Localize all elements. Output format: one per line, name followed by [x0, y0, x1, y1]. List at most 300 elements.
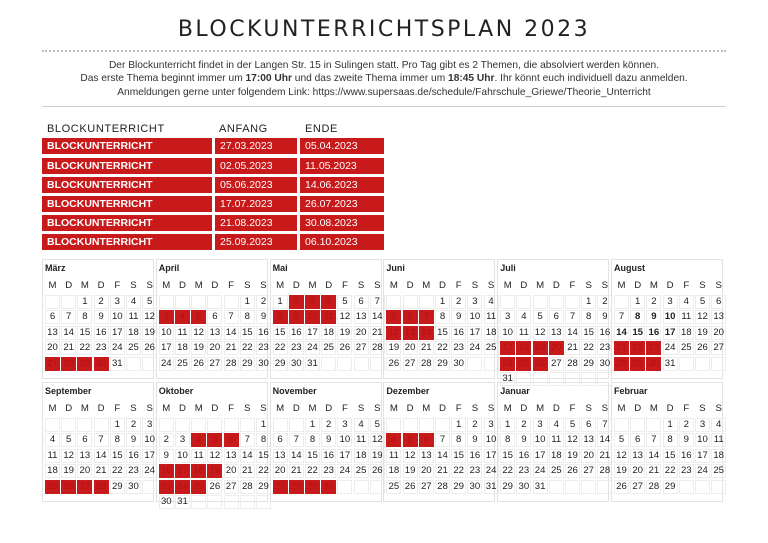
calendar-day: 17 — [110, 326, 125, 340]
weekday-label: M — [194, 403, 203, 414]
calendar-day: 24 — [500, 357, 515, 371]
weekday-label: F — [455, 280, 462, 291]
calendar-day: 31 — [110, 357, 125, 371]
calendar-empty-cell — [533, 295, 548, 309]
calendar-day: 24 — [305, 341, 320, 355]
calendar-day: 6 — [711, 295, 726, 309]
calendar-day: 26 — [61, 480, 76, 494]
calendar-day: 17 — [142, 449, 157, 463]
calendar-day: 10 — [484, 433, 499, 447]
calendar-day: 22 — [273, 341, 288, 355]
calendar-day: 8 — [581, 310, 596, 324]
calendar-day: 19 — [337, 326, 352, 340]
calendar-day: 4 — [386, 433, 401, 447]
weekday-label: D — [439, 403, 446, 414]
calendar-day: 29 — [273, 357, 288, 371]
calendar-day: 8 — [240, 310, 255, 324]
calendar-day: 19 — [403, 464, 418, 478]
calendar-day: 26 — [403, 480, 418, 494]
calendar-day: 11 — [711, 433, 726, 447]
calendar-day: 12 — [142, 310, 157, 324]
calendar-day: 15 — [240, 326, 255, 340]
weekday-label: D — [552, 403, 560, 414]
calendar-day: 2 — [256, 295, 271, 309]
calendar-day: 29 — [110, 480, 125, 494]
calendar-day: 7 — [289, 433, 304, 447]
calendar-empty-cell — [695, 480, 710, 494]
calendar-day: 21 — [646, 464, 661, 478]
calendar-day: 10 — [110, 310, 125, 324]
calendar-day: 11 — [679, 310, 694, 324]
block-name: BLOCKUNTERRICHT — [42, 234, 212, 250]
calendar-day: 11 — [549, 433, 564, 447]
calendar-day: 10 — [533, 433, 548, 447]
block-name: BLOCKUNTERRICHT — [42, 158, 212, 174]
month-name: Dezember — [386, 386, 430, 396]
calendar-day: 28 — [435, 480, 450, 494]
calendar-empty-cell — [77, 418, 92, 432]
calendar-day: 5 — [386, 310, 401, 324]
calendar-day: 17 — [500, 341, 515, 355]
calendar-day: 23 — [126, 464, 141, 478]
info-text — [42, 59, 726, 99]
calendar-day: 12 — [403, 449, 418, 463]
calendar-day: 12 — [565, 433, 580, 447]
calendar-day: 14 — [419, 326, 434, 340]
weekday-label: D — [65, 403, 73, 414]
weekday-label: D — [634, 280, 642, 291]
calendar-day: 17 — [159, 341, 174, 355]
calendar-empty-cell — [403, 418, 418, 432]
calendar-empty-cell — [711, 480, 726, 494]
calendar-day: 1 — [273, 295, 288, 309]
calendar-day: 18 — [45, 464, 60, 478]
weekday-label: S — [699, 403, 706, 414]
calendar-day: 25 — [321, 341, 336, 355]
calendar-day: 4 — [516, 310, 531, 324]
calendar-day: 8 — [273, 310, 288, 324]
calendar-day: 9 — [467, 433, 482, 447]
calendar-day: 10 — [467, 310, 482, 324]
block-start: 05.06.2023 — [215, 177, 297, 193]
month-calendar — [270, 382, 382, 502]
calendar-empty-cell — [646, 418, 661, 432]
calendar-day: 21 — [565, 341, 580, 355]
calendar-day: 6 — [581, 418, 596, 432]
calendar-empty-cell — [289, 418, 304, 432]
calendar-day: 8 — [435, 310, 450, 324]
second-theme-time: 18:45 Uhr — [448, 73, 495, 85]
calendar-day: 18 — [386, 464, 401, 478]
weekday-label: M — [276, 403, 285, 414]
calendar-day: 21 — [597, 449, 612, 463]
calendar-day: 9 — [451, 310, 466, 324]
calendar-day: 15 — [273, 326, 288, 340]
month-calendar — [270, 259, 382, 379]
calendar-day: 13 — [224, 449, 239, 463]
calendar-day: 7 — [94, 433, 109, 447]
calendar-day: 4 — [126, 295, 141, 309]
calendar-day: 20 — [224, 464, 239, 478]
calendar-day: 21 — [224, 341, 239, 355]
calendar-day: 15 — [500, 449, 515, 463]
calendar-day: 14 — [597, 433, 612, 447]
calendar-empty-cell — [175, 418, 190, 432]
calendar-empty-cell — [45, 295, 60, 309]
weekday-label: S — [357, 403, 365, 414]
calendar-day: 11 — [386, 449, 401, 463]
calendar-day: 6 — [273, 433, 288, 447]
calendar-day: 9 — [289, 310, 304, 324]
info-divider — [42, 106, 726, 107]
calendar-day: 17 — [337, 449, 352, 463]
calendar-day: 4 — [175, 310, 190, 324]
calendar-day: 28 — [224, 357, 239, 371]
calendar-day: 16 — [289, 326, 304, 340]
calendar-day: 30 — [289, 357, 304, 371]
calendar-day: 20 — [549, 341, 564, 355]
calendar-empty-cell — [159, 295, 174, 309]
calendar-day: 31 — [484, 480, 499, 494]
calendar-day: 4 — [45, 433, 60, 447]
calendar-day: 10 — [663, 310, 678, 324]
calendar-day: 5 — [61, 433, 76, 447]
calendar-day: 1 — [581, 295, 596, 309]
calendar-day: 11 — [516, 326, 531, 340]
weekday-label: D — [292, 403, 300, 414]
calendar-empty-cell — [549, 480, 564, 494]
calendar-day: 17 — [663, 326, 678, 340]
calendar-day: 23 — [467, 464, 482, 478]
calendar-day: 15 — [581, 326, 596, 340]
calendar-day: 2 — [451, 295, 466, 309]
weekday-label: S — [244, 280, 251, 291]
weekday-label: M — [422, 280, 431, 291]
calendar-day: 13 — [403, 326, 418, 340]
calendar-day: 3 — [484, 418, 499, 432]
calendar-day: 28 — [94, 480, 109, 494]
calendar-day: 27 — [581, 464, 596, 478]
calendar-day: 3 — [305, 295, 320, 309]
calendar-day: 13 — [77, 449, 92, 463]
weekday-label: S — [601, 403, 609, 414]
weekday-label: D — [65, 280, 73, 291]
month-name: Mai — [272, 263, 288, 273]
calendar-day: 13 — [419, 449, 434, 463]
weekday-label: F — [683, 403, 690, 414]
calendar-day: 8 — [500, 433, 515, 447]
calendar-day: 14 — [614, 326, 629, 340]
month-calendar — [383, 259, 495, 379]
calendar-day: 10 — [695, 433, 710, 447]
calendar-day: 6 — [45, 310, 60, 324]
calendar-day: 24 — [142, 464, 157, 478]
calendar-day: 11 — [45, 449, 60, 463]
calendar-day: 29 — [581, 357, 596, 371]
weekday-label: M — [617, 403, 626, 414]
calendar-day: 10 — [159, 326, 174, 340]
month-calendar — [42, 259, 154, 379]
calendar-day: 12 — [337, 310, 352, 324]
weekday-label: M — [48, 280, 57, 291]
calendar-empty-cell — [240, 418, 255, 432]
calendar-day: 28 — [370, 341, 385, 355]
calendar-empty-cell — [240, 495, 255, 509]
calendar-day: 1 — [451, 418, 466, 432]
calendar-day: 20 — [419, 464, 434, 478]
weekday-label: D — [292, 280, 300, 291]
calendar-day: 28 — [646, 480, 661, 494]
block-start: 25.09.2023 — [215, 234, 297, 250]
calendar-day: 17 — [695, 449, 710, 463]
calendar-day: 8 — [630, 310, 645, 324]
calendar-day: 28 — [240, 480, 255, 494]
calendar-empty-cell — [679, 357, 694, 371]
weekday-label: F — [114, 280, 121, 291]
calendar-day: 24 — [159, 357, 174, 371]
calendar-day: 13 — [273, 449, 288, 463]
calendar-empty-cell — [207, 418, 222, 432]
calendar-day: 20 — [354, 326, 369, 340]
calendar-day: 1 — [110, 418, 125, 432]
weekday-label: S — [130, 403, 137, 414]
calendar-day: 25 — [484, 341, 499, 355]
calendar-day: 21 — [614, 341, 629, 355]
weekday-label: F — [341, 280, 348, 291]
calendar-day: 5 — [695, 295, 710, 309]
block-end: 06.10.2023 — [300, 234, 384, 250]
calendar-day: 5 — [370, 418, 385, 432]
calendar-day: 5 — [142, 295, 157, 309]
calendar-day: 14 — [240, 449, 255, 463]
calendar-day: 13 — [630, 449, 645, 463]
calendar-day: 24 — [484, 464, 499, 478]
calendar-day: 29 — [435, 357, 450, 371]
block-name: BLOCKUNTERRICHT — [42, 196, 212, 212]
calendar-day: 13 — [354, 310, 369, 324]
calendar-day: 13 — [45, 326, 60, 340]
calendar-day: 17 — [533, 449, 548, 463]
calendar-day: 3 — [142, 418, 157, 432]
calendar-day: 19 — [533, 341, 548, 355]
calendar-day: 28 — [597, 464, 612, 478]
calendar-day: 4 — [354, 418, 369, 432]
calendar-day: 7 — [646, 433, 661, 447]
weekday-label: D — [211, 403, 219, 414]
registration-link-text: Anmeldungen gerne unter folgendem Link: https://www.supersaas.de/schedule/Fahrschule_Griewe/Theorie_Unterricht — [117, 86, 651, 98]
calendar-day: 5 — [207, 433, 222, 447]
calendar-day: 22 — [581, 341, 596, 355]
calendar-day: 17 — [467, 326, 482, 340]
calendar-day: 18 — [484, 326, 499, 340]
calendar-day: 26 — [191, 357, 206, 371]
weekday-label: S — [699, 280, 706, 291]
weekday-label: D — [666, 280, 674, 291]
calendar-day: 5 — [533, 310, 548, 324]
calendar-empty-cell — [175, 295, 190, 309]
calendar-day: 31 — [305, 357, 320, 371]
calendar-day: 18 — [549, 449, 564, 463]
calendar-day: 10 — [175, 449, 190, 463]
month-calendar — [156, 259, 268, 379]
calendar-day: 1 — [435, 295, 450, 309]
calendar-day: 15 — [451, 449, 466, 463]
calendar-day: 30 — [646, 357, 661, 371]
calendar-day: 7 — [565, 310, 580, 324]
weekday-label: F — [228, 280, 235, 291]
month-calendar — [611, 259, 723, 379]
calendar-day: 27 — [354, 341, 369, 355]
weekday-label: M — [617, 280, 626, 291]
weekday-label: F — [228, 403, 235, 414]
calendar-day: 2 — [159, 433, 174, 447]
calendar-day: 30 — [321, 480, 336, 494]
calendar-day: 5 — [191, 310, 206, 324]
weekday-label: D — [406, 280, 414, 291]
calendar-day: 25 — [354, 464, 369, 478]
calendar-day: 29 — [77, 357, 92, 371]
calendar-day: 26 — [370, 464, 385, 478]
calendar-empty-cell — [711, 357, 726, 371]
block-end: 14.06.2023 — [300, 177, 384, 193]
calendar-day: 14 — [224, 326, 239, 340]
weekday-label: S — [471, 403, 479, 414]
calendar-day: 8 — [451, 433, 466, 447]
calendar-day: 22 — [451, 464, 466, 478]
calendar-empty-cell — [614, 418, 629, 432]
calendar-day: 19 — [695, 326, 710, 340]
info-line-2-part-c: . Ihr könnt euch individuell dazu anmelden. — [494, 73, 688, 85]
weekday-label: M — [649, 280, 658, 291]
block-end: 05.04.2023 — [300, 138, 384, 154]
calendar-day: 26 — [337, 341, 352, 355]
calendar-day: 7 — [614, 310, 629, 324]
weekday-label: F — [114, 403, 121, 414]
calendar-day: 16 — [516, 449, 531, 463]
weekday-label: D — [520, 403, 528, 414]
calendar-day: 9 — [159, 449, 174, 463]
calendar-day: 16 — [321, 449, 336, 463]
calendar-day: 1 — [630, 295, 645, 309]
weekday-label: S — [715, 403, 722, 414]
calendar-day: 30 — [126, 480, 141, 494]
calendar-day: 30 — [516, 480, 531, 494]
weekday-label: F — [569, 403, 576, 414]
calendar-day: 6 — [354, 295, 369, 309]
block-name: BLOCKUNTERRICHT — [42, 215, 212, 231]
block-start: 02.05.2023 — [215, 158, 297, 174]
block-name: BLOCKUNTERRICHT — [42, 177, 212, 193]
calendar-day: 6 — [224, 433, 239, 447]
calendar-empty-cell — [500, 295, 515, 309]
calendar-day: 18 — [354, 449, 369, 463]
calendar-day: 28 — [565, 357, 580, 371]
calendar-day: 7 — [435, 433, 450, 447]
weekday-label: F — [341, 403, 348, 414]
header-ende: ENDE — [305, 123, 338, 135]
calendar-day: 10 — [337, 433, 352, 447]
calendar-day: 23 — [597, 341, 612, 355]
calendar-day: 20 — [207, 341, 222, 355]
calendar-day: 14 — [289, 449, 304, 463]
calendar-day: 23 — [451, 341, 466, 355]
weekday-label: M — [48, 403, 57, 414]
calendar-day: 5 — [337, 295, 352, 309]
calendar-day: 11 — [484, 310, 499, 324]
calendar-day: 14 — [370, 310, 385, 324]
weekday-label: M — [80, 280, 89, 291]
calendar-day: 8 — [77, 310, 92, 324]
block-start: 17.07.2023 — [215, 196, 297, 212]
calendar-day: 26 — [533, 357, 548, 371]
month-calendar — [156, 382, 269, 507]
calendar-day: 30 — [451, 357, 466, 371]
weekday-label: S — [715, 280, 722, 291]
calendar-day: 30 — [159, 495, 174, 509]
info-line-2-part-b: und das zweite Thema immer um — [291, 73, 449, 85]
calendar-day: 14 — [435, 449, 450, 463]
calendar-empty-cell — [419, 295, 434, 309]
calendar-day: 24 — [695, 464, 710, 478]
weekday-label: M — [389, 403, 398, 414]
calendar-day: 24 — [467, 341, 482, 355]
calendar-day: 17 — [305, 326, 320, 340]
weekday-label: S — [357, 280, 365, 291]
calendar-day: 20 — [273, 464, 288, 478]
info-line-2-part-a: Das erste Thema beginnt immer um — [80, 73, 246, 85]
weekday-label: M — [162, 403, 171, 414]
weekday-label: F — [455, 403, 462, 414]
calendar-day: 9 — [646, 310, 661, 324]
calendar-day: 1 — [256, 418, 271, 432]
calendar-day: 12 — [370, 433, 385, 447]
calendar-day: 16 — [159, 464, 174, 478]
calendar-day: 15 — [435, 326, 450, 340]
weekday-label: M — [422, 403, 431, 414]
calendar-day: 23 — [646, 341, 661, 355]
calendar-day: 9 — [256, 310, 271, 324]
weekday-label: M — [308, 280, 317, 291]
weekday-label: D — [211, 280, 219, 291]
calendar-day: 18 — [711, 449, 726, 463]
calendar-day: 16 — [126, 449, 141, 463]
calendar-day: 3 — [467, 295, 482, 309]
calendar-day: 7 — [370, 295, 385, 309]
calendar-day: 28 — [419, 357, 434, 371]
calendar-day: 6 — [207, 310, 222, 324]
calendar-day: 23 — [679, 464, 694, 478]
calendar-day: 22 — [500, 464, 515, 478]
calendar-day: 2 — [289, 295, 304, 309]
calendar-day: 29 — [240, 357, 255, 371]
calendar-day: 18 — [191, 464, 206, 478]
calendar-day: 2 — [321, 418, 336, 432]
calendar-day: 25 — [711, 464, 726, 478]
calendar-day: 7 — [224, 310, 239, 324]
calendar-empty-cell — [549, 295, 564, 309]
calendar-empty-cell — [94, 418, 109, 432]
calendar-day: 25 — [386, 480, 401, 494]
calendar-day: 27 — [549, 357, 564, 371]
calendar-day: 3 — [533, 418, 548, 432]
weekday-label: S — [130, 280, 137, 291]
calendar-day: 26 — [565, 464, 580, 478]
month-name: Juni — [386, 263, 405, 273]
calendar-day: 7 — [597, 418, 612, 432]
calendar-day: 13 — [581, 433, 596, 447]
calendar-day: 18 — [516, 341, 531, 355]
calendar-day: 1 — [77, 295, 92, 309]
